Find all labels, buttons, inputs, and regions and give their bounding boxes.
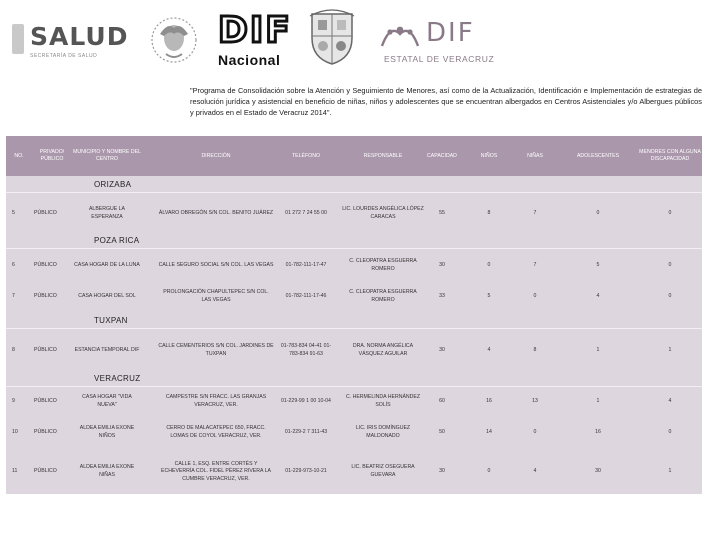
salud-bar-icon [12,24,24,54]
dif-veracruz-text: DIF [426,18,475,48]
cell-disability: 1 [668,468,672,475]
header-capacity: CAPACIDAD [427,152,457,159]
program-statement: "Programa de Consolidación sobre la Atención y Seguimiento de Menores, así como de la Actualización, Identificación e Implementación de estrategias de resolución jurídica y asistencial en beneficio de niñas, niños y adolescentes que se encuentran albergados en Centros Asistenciales y/o Albergues públicos y privados en el Estado de Veracruz 2014". [190,86,702,117]
region-label: POZA RICA [94,236,140,245]
cell-center: ALDEA EMILIA EXONE NIÑAS [79,464,135,478]
cell-capacity: 50 [439,429,445,436]
dif-veracruz-logo [380,16,540,66]
dif-nacional-text: DIF [218,10,292,51]
cell-center: ALBERGUE LA ESPERANZA [88,206,126,220]
cell-phone: 01-229-973-10-21 [285,468,327,475]
mexican-eagle-icon [150,14,198,66]
cell-no: 6 [12,262,15,269]
region-divider [6,248,702,249]
cell-manager: DRA. NORMA ANGÉLICA VÁSQUEZ AGUILAR [352,343,414,357]
cell-no: 5 [12,210,15,217]
cell-no: 10 [12,429,18,436]
cell-girls: 0 [533,429,537,436]
cell-capacity: 30 [439,347,445,354]
cell-phone: 01-782-111-17-46 [285,293,327,300]
cell-address: CERRO DE MALACATEPEC 650, FRACC. LOMAS DE COYOL VERACRUZ, VER. [166,425,266,439]
cell-manager: C. HERMELINDA HERNÁNDEZ SOLÍS [345,394,421,408]
cell-manager: LIC. BEATRIZ OSEGUERA GUEVARA [351,464,415,478]
cell-girls: 8 [533,347,537,354]
cell-type: PÚBLICO [34,293,57,300]
header-no: NO. [14,152,24,159]
cell-teens: 1 [596,398,600,405]
header-teens: ADOLESCENTES [576,152,620,159]
cell-capacity: 30 [439,468,445,475]
cell-type: PÚBLICO [34,468,57,475]
cell-capacity: 60 [439,398,445,405]
cell-boys: 4 [487,347,491,354]
header-center: MUNICIPIO Y NOMBRE DEL CENTRO [73,149,141,162]
cell-teens: 16 [595,429,601,436]
cell-girls: 7 [533,262,537,269]
cell-disability: 0 [668,293,672,300]
cell-capacity: 33 [439,293,445,300]
cell-type: PÚBLICO [34,347,57,354]
cell-type: PÚBLICO [34,210,57,217]
cell-address: CAMPESTRE S/N FRACC. LAS GRANJAS VERACRUZ, VER. [165,394,267,408]
salud-logo [12,20,129,68]
cell-no: 9 [12,398,15,405]
header-type: PRIVADO/ PÚBLICO [39,149,65,162]
cell-phone: 01-782-111-17-47 [285,262,327,269]
region-label: ORIZABA [94,180,132,189]
cell-boys: 5 [487,293,491,300]
shelters-table [6,136,702,494]
cell-girls: 13 [532,398,538,405]
cell-disability: 1 [668,347,672,354]
dif-family-icon [380,22,420,48]
header-girls: NIÑAS [527,152,543,159]
region-divider [6,386,702,387]
cell-phone: 01-229-99 1 00 10-04 [281,398,331,405]
cell-center: ESTANCIA TEMPORAL DIF [74,347,140,354]
cell-manager: C. CLEOPATRA ESGUERRA ROMERO [349,258,417,272]
region-divider [6,328,702,329]
cell-disability: 4 [668,398,672,405]
cell-girls: 4 [533,468,537,475]
cell-address: ÁLVARO OBREGÓN S/N COL. BENITO JUÁREZ [158,210,274,217]
cell-disability: 0 [668,210,672,217]
cell-type: PÚBLICO [34,262,57,269]
cell-boys: 8 [487,210,491,217]
dif-nacional-logo [218,12,304,72]
cell-girls: 7 [533,210,537,217]
cell-disability: 0 [668,262,672,269]
salud-logo-subtext: SECRETARÍA DE SALUD [30,53,98,59]
table-header [6,136,702,176]
cell-phone: 01-229-2 7 311-43 [284,429,328,436]
cell-no: 11 [12,468,18,475]
cell-address: CALLE 1, ESQ. ENTRE CORTÉS Y ECHEVERRÍA COL. FIDEL PÉREZ RIVERA LA CUMBRE VERACRUZ, VER. [161,460,271,482]
cell-boys: 16 [486,398,492,405]
cell-teens: 0 [596,210,600,217]
header-boys: NIÑOS [480,152,498,159]
region-label: TUXPAN [94,316,128,325]
cell-manager: LIC. LOURDES ANGÉLICA LÓPEZ CARACAS [342,206,424,220]
header-address: DIRECCIÓN [201,152,231,159]
header-disability: MENORES CON ALGUNA DISCAPACIDAD [639,149,701,162]
veracruz-shield-icon [306,8,358,66]
cell-manager: LIC. IRIS DOMÍNGUEZ MALDONADO [355,425,411,439]
cell-address: PROLONGACIÓN CHAPULTEPEC S/N COL. LAS VEGAS [163,289,269,303]
cell-boys: 0 [487,262,491,269]
header-manager: RESPONSABLE [363,152,403,159]
salud-logo-text: SALUD [30,22,129,51]
region-divider [6,192,702,193]
cell-teens: 30 [595,468,601,475]
cell-girls: 0 [533,293,537,300]
cell-capacity: 55 [439,210,445,217]
cell-teens: 4 [596,293,600,300]
cell-boys: 0 [487,468,491,475]
cell-capacity: 30 [439,262,445,269]
cell-phone: 01 272 7 24 55 00 [285,210,327,217]
region-label: VERACRUZ [94,374,141,383]
cell-address: CALLE SEGURO SOCIAL S/N COL. LAS VEGAS [158,262,274,269]
cell-boys: 14 [486,429,492,436]
dif-veracruz-subtext: ESTATAL DE VERACRUZ [384,54,495,64]
cell-center: CASA HOGAR "VIDA NUEVA" [82,394,132,408]
cell-center: CASA HOGAR DE LA LUNA [74,262,140,269]
cell-type: PÚBLICO [34,398,57,405]
dif-nacional-subtext: Nacional [218,52,281,68]
cell-no: 7 [12,293,15,300]
header-phone: TELÉFONO [292,152,320,159]
cell-center: ALDEA EMILIA EXONE NIÑOS [79,425,135,439]
cell-teens: 5 [596,262,600,269]
cell-teens: 1 [596,347,600,354]
cell-phone: 01-783-834 04-41 01-783-834 91-63 [280,343,332,357]
cell-disability: 0 [668,429,672,436]
cell-type: PÚBLICO [34,429,57,436]
cell-address: CALLE CEMENTERIOS S/N COL. JARDINES DE TUXPAN [158,343,274,357]
cell-manager: C. CLEOPATRA ESGUERRA ROMERO [349,289,417,303]
cell-center: CASA HOGAR DEL SOL [78,293,136,300]
cell-no: 8 [12,347,15,354]
